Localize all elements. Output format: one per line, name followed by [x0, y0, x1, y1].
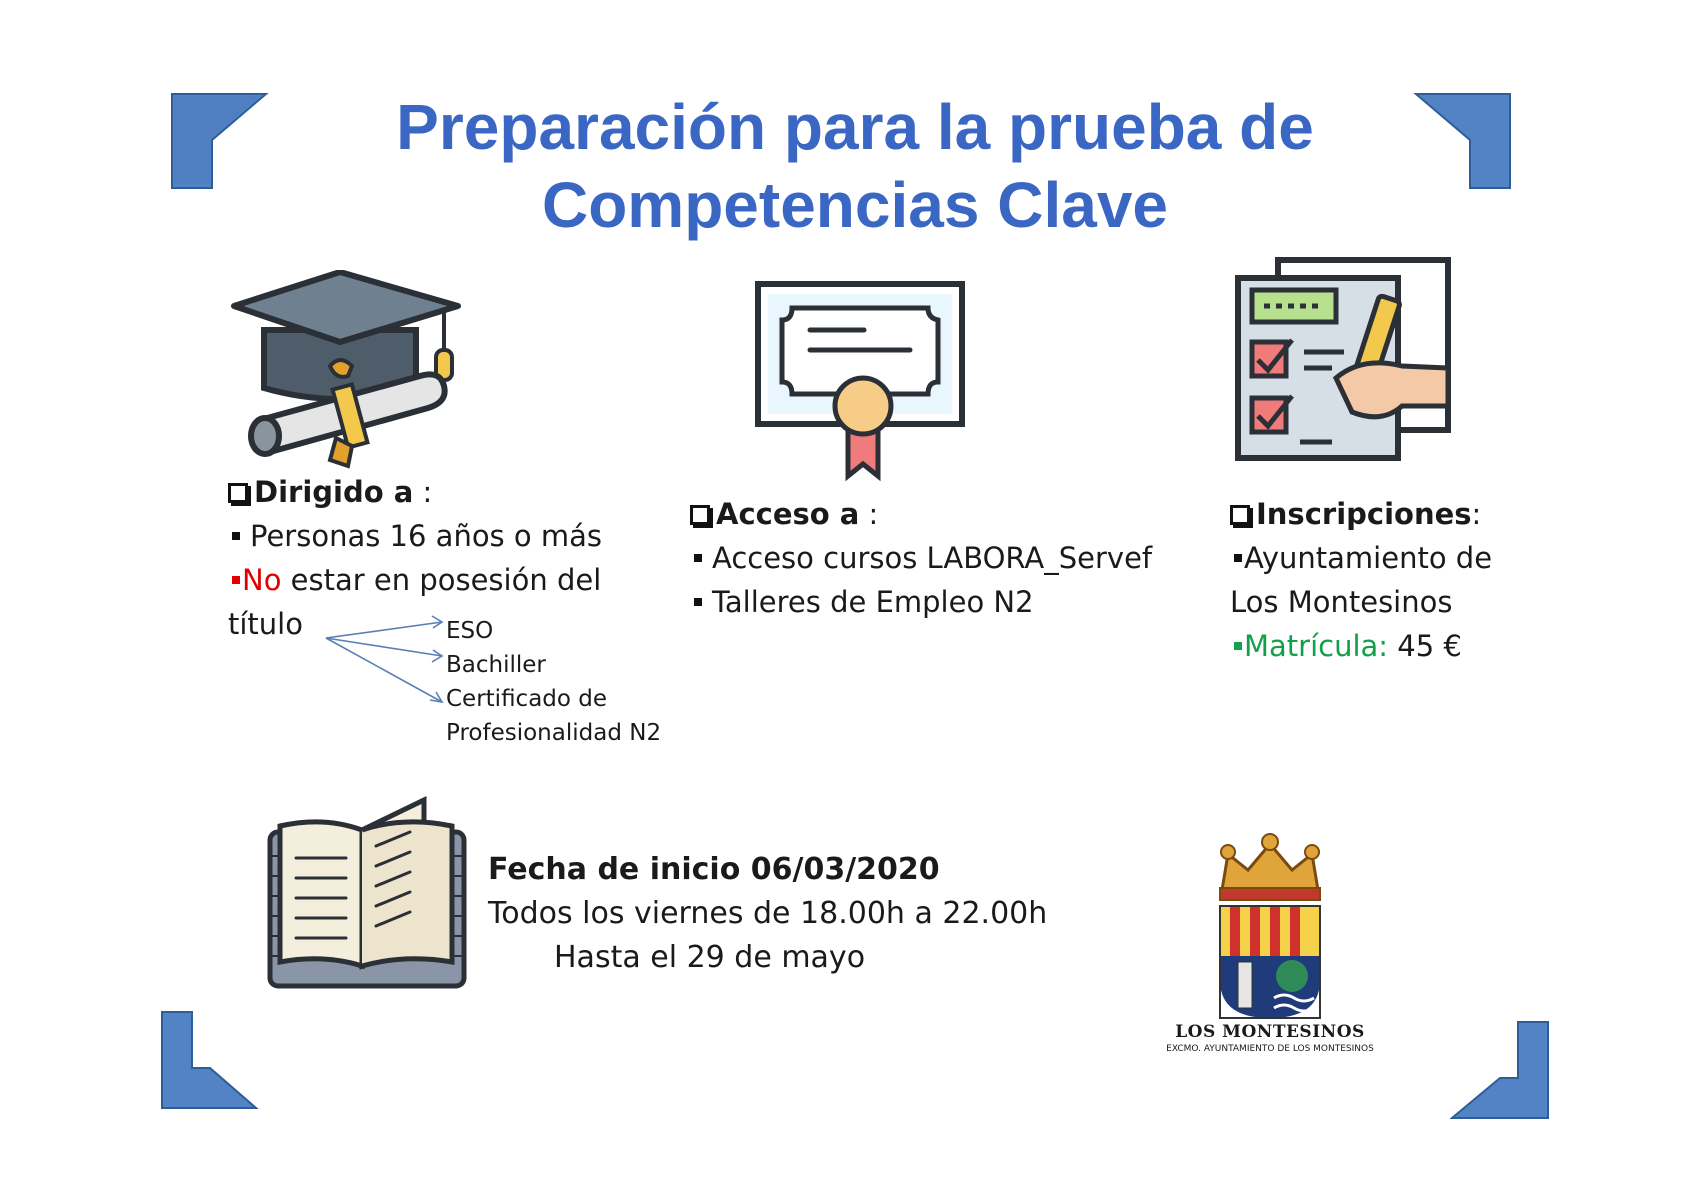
acceso-section: [690, 492, 1152, 624]
dirigido-heading: Dirigido a :: [228, 470, 602, 514]
option-profesionalidad: Profesionalidad N2: [446, 720, 662, 746]
fecha-hasta: Hasta el 29 de mayo: [554, 940, 866, 975]
corner-bottom-right: [1450, 1020, 1550, 1120]
open-book-icon: [264, 796, 470, 996]
bullet-icon: [232, 576, 240, 584]
bullet-icon: [694, 554, 702, 562]
branch-arrows: [320, 610, 450, 710]
checkbox-icon: [1230, 505, 1250, 525]
acceso-item-1: Acceso cursos LABORA_Servef: [690, 536, 1152, 580]
checklist-icon: [1232, 256, 1452, 466]
checkbox-icon: [228, 483, 248, 503]
checkbox-icon: [690, 505, 710, 525]
fecha-inicio: Fecha de inicio 06/03/2020: [488, 852, 940, 887]
inscripciones-section: [1230, 492, 1492, 668]
bullet-icon: [1234, 642, 1242, 650]
titulo-options: [446, 614, 661, 750]
inscripciones-item-2: Matrícula: 45 €: [1230, 624, 1492, 668]
title-line-1: Preparación para la prueba de: [396, 91, 1314, 163]
inscripciones-item-1: Ayuntamiento de: [1230, 536, 1492, 580]
fecha-horario: Todos los viernes de 18.00h a 22.00h: [488, 896, 1048, 931]
title-line-2: Competencias Clave: [541, 169, 1169, 241]
inscripciones-item-1-cont: Los Montesinos: [1230, 585, 1453, 619]
certificate-icon: [752, 278, 972, 488]
corner-bottom-left: [160, 1010, 260, 1110]
page-title: [0, 88, 1684, 244]
bullet-icon: [232, 532, 240, 540]
logo-name: LOS MONTESINOS: [1175, 1022, 1365, 1042]
graduation-cap-icon: [230, 270, 470, 470]
dirigido-item-1: Personas 16 años o más: [228, 514, 602, 558]
option-certificado: Certificado de: [446, 686, 608, 712]
logo-subtitle: EXCMO. AYUNTAMIENTO DE LOS MONTESINOS: [1166, 1044, 1374, 1054]
coat-of-arms-icon: [1208, 830, 1332, 1020]
acceso-item-2: Talleres de Empleo N2: [690, 580, 1152, 624]
dirigido-item-2: No estar en posesión del: [228, 558, 602, 602]
option-eso: ESO: [446, 618, 494, 644]
bullet-icon: [1234, 554, 1242, 562]
inscripciones-heading: Inscripciones:: [1230, 492, 1492, 536]
option-bachiller: Bachiller: [446, 652, 546, 678]
fecha-block: [488, 848, 1047, 980]
bullet-icon: [694, 598, 702, 606]
dirigido-item-2-cont: título: [228, 607, 303, 641]
acceso-heading: Acceso a :: [690, 492, 1152, 536]
